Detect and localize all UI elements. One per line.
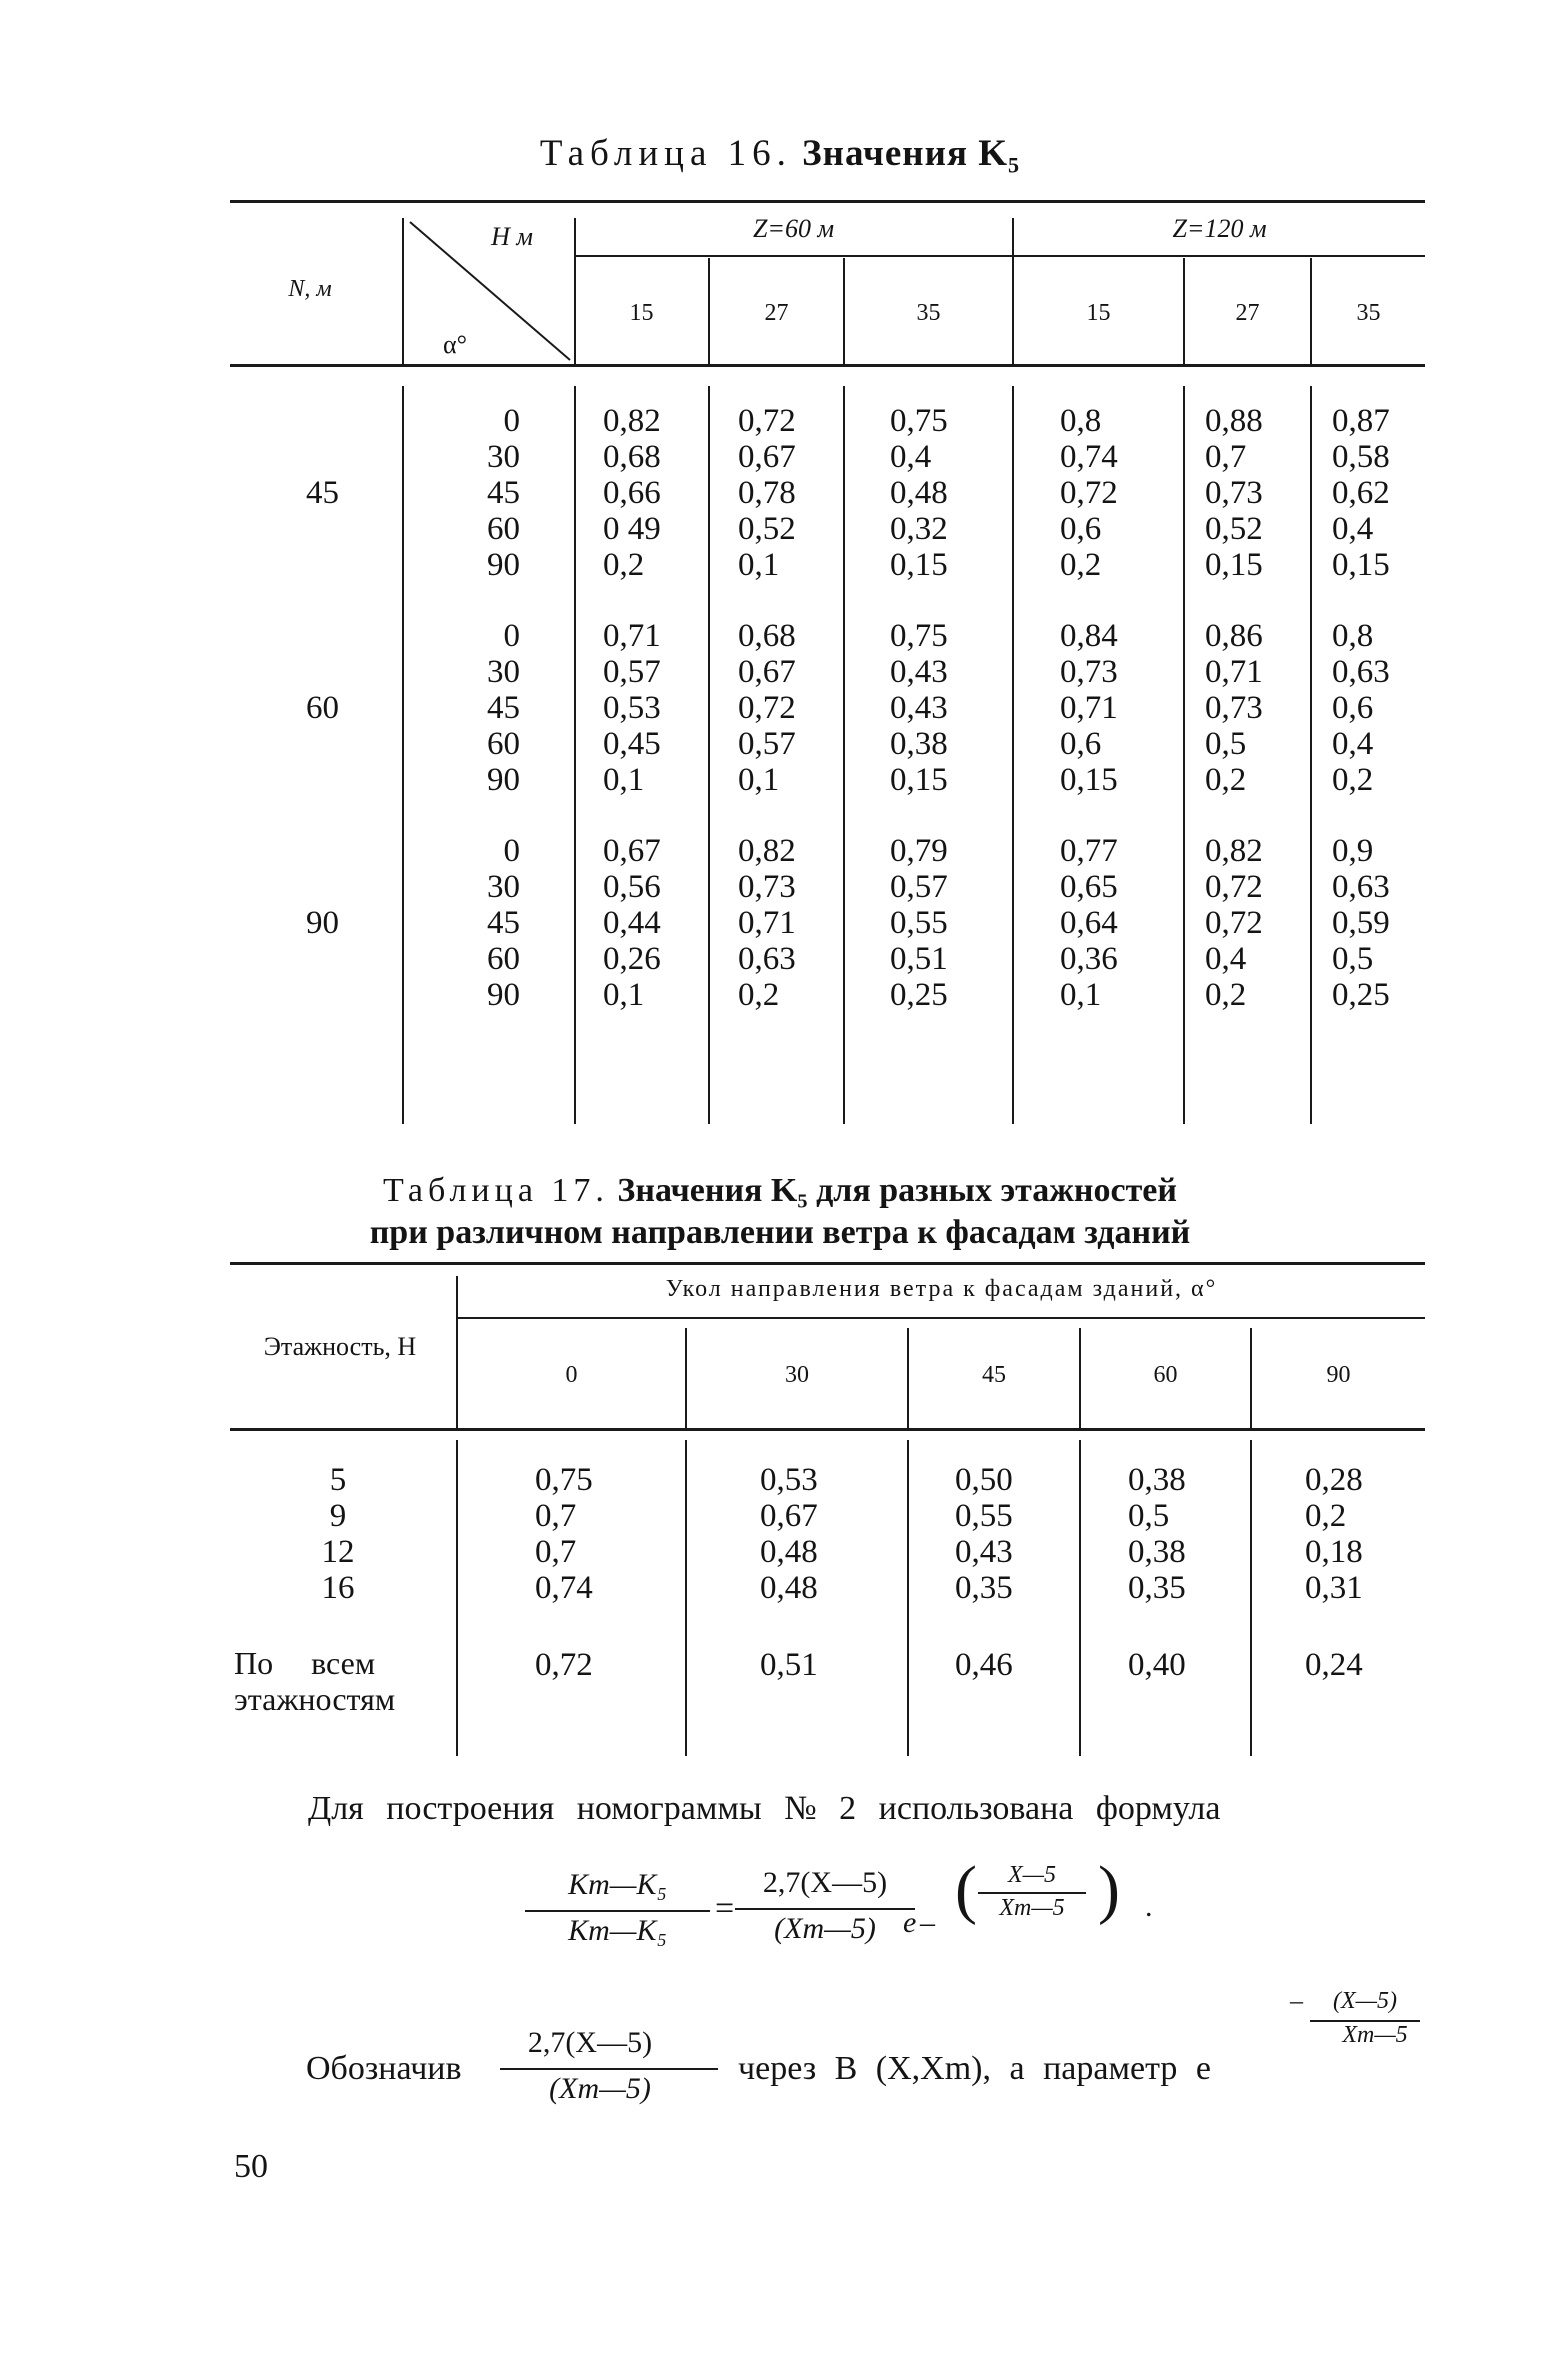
table16-top-rule [230,200,1425,203]
table16-cell: 0,74 [1060,439,1118,475]
table16-cell: 0,56 [603,869,661,905]
table17-caption-title: Значения K₅ для разных этажностей [617,1172,1177,1209]
formula-den-left: Km—K₅ [568,1914,667,1947]
table16-cell: 0 49 [603,511,661,547]
paragraph-2-mid: через B (X,Xm), а параметр e [738,2050,1211,2087]
table17-total-cell: 0,72 [535,1647,593,1683]
table16-cell: 0,2 [738,977,780,1013]
paragraph-2-start: Обозначив [306,2050,462,2087]
table17-cell: 0,55 [955,1498,1013,1534]
table16-cell: 0,15 [890,762,948,798]
table17-cell: 0,7 [535,1534,577,1570]
table17-caption-line1 [0,1170,1560,1212]
table16-alpha-value: 30 [487,439,520,475]
table16-cell: 0,8 [1060,403,1102,439]
table17-col-header: 45 [982,1362,1006,1388]
para2-exp-num: (X—5) [1333,1988,1397,2014]
table17-total-label-line2: этажностям [234,1681,396,1717]
table17-cell: 0,35 [955,1570,1013,1606]
table16-cell: 0,77 [1060,833,1118,869]
table17-col-header: 60 [1153,1362,1178,1388]
table16-cell: 0,15 [1332,547,1390,583]
table16-cell: 0,2 [1060,547,1102,583]
table17-group-rule [458,1317,1425,1319]
table16-cell: 0,1 [603,977,645,1013]
table17-row-label: Этажность, H [263,1332,417,1361]
table17-cell: 0,38 [1128,1462,1186,1498]
table17-group-header: Укол направления ветра к фасадам зданий, α° [665,1276,1218,1302]
table17-cell: 0,31 [1305,1570,1363,1606]
table16-alpha-value: 0 [503,833,520,869]
table16-cell: 0,45 [603,726,661,762]
table16-cell: 0,57 [890,869,948,905]
formula-exp-den: Xm—5 [999,1895,1065,1921]
table17-caption-prefix: Таблица 17. [383,1172,609,1209]
table16-cell: 0,66 [603,475,661,511]
table16-cell: 0,2 [603,547,645,583]
table17-row-label-value: 16 [321,1570,355,1606]
table17-row-label-value: 12 [321,1534,355,1570]
table16-group-rule [575,255,1425,257]
table16-col-header: 15 [629,300,654,326]
formula-exp-num: X—5 [1008,1862,1056,1888]
para2-exp-den: Xm—5 [1342,2022,1408,2048]
table16-cell: 0,73 [1060,654,1118,690]
table16-cell: 0,73 [1205,475,1263,511]
table17-vrule [907,1440,909,1756]
formula-den-mid: (Xm—5) [774,1912,876,1945]
table16-cell: 0,72 [1205,869,1263,905]
table16-col-header: 27 [764,300,789,326]
table17-col-header: 30 [785,1362,809,1388]
table16-cell: 0,62 [1332,475,1390,511]
table17-total-cell: 0,24 [1305,1647,1363,1683]
table17-cell: 0,5 [1128,1498,1170,1534]
formula-dot: . [1145,1890,1153,1923]
table16-cell: 0,67 [738,654,796,690]
table16-alpha-value: 45 [487,475,520,511]
table16-cell: 0,71 [1060,690,1118,726]
table16-caption-prefix: Таблица 16. [539,133,792,174]
table16-cell: 0,82 [738,833,796,869]
table17-cell: 0,2 [1305,1498,1347,1534]
table16-cell: 0,1 [603,762,645,798]
table16-n-value: 60 [306,690,339,726]
table16-cell: 0,63 [738,941,796,977]
table16-cell: 0,67 [603,833,661,869]
table16-cell: 0,75 [890,618,948,654]
table16-cell: 0,67 [738,439,796,475]
table16-cell: 0,84 [1060,618,1118,654]
table16-vrule [1310,386,1312,1124]
table16-alpha-value: 60 [487,726,520,762]
table16-vrule [843,386,845,1124]
para2-frac-line [500,2068,718,2070]
table17-total-cell: 0,51 [760,1647,818,1683]
table16-cell: 0,63 [1332,869,1390,905]
table16-cell: 0,72 [738,403,796,439]
page-number: 50 [234,2148,268,2185]
table16-col-header: 35 [916,300,941,326]
table17-top-rule [230,1262,1425,1265]
table16-cell: 0,38 [890,726,948,762]
table16-cell: 0,73 [738,869,796,905]
table16-cell: 0,2 [1205,762,1247,798]
table16-cell: 0,15 [1205,547,1263,583]
table16-alpha-label: α° [442,330,468,359]
table16-cell: 0,86 [1205,618,1263,654]
table17-cell: 0,74 [535,1570,593,1606]
table17-cell: 0,43 [955,1534,1013,1570]
table17-cell: 0,28 [1305,1462,1363,1498]
table17-cell: 0,7 [535,1498,577,1534]
table16-n-value: 45 [306,475,339,511]
table16-cell: 0,57 [603,654,661,690]
table16-cell: 0,32 [890,511,948,547]
table16-cell: 0,82 [603,403,661,439]
table16-cell: 0,8 [1332,618,1374,654]
table16-alpha-value: 45 [487,690,520,726]
table17-col-header: 90 [1326,1362,1351,1388]
table17-caption [0,1170,1560,1254]
table16-n-label: N, м [288,276,332,302]
table17-header-rule [230,1428,1425,1431]
table16-cell: 0,43 [890,690,948,726]
table16-n-value: 90 [306,905,339,941]
table16-cell: 0,59 [1332,905,1390,941]
table16-cell: 0,71 [738,905,796,941]
table16-alpha-value: 90 [487,762,520,798]
table16-cell: 0,87 [1332,403,1390,439]
table16-cell: 0,25 [890,977,948,1013]
table16-cell: 0,5 [1205,726,1247,762]
table16-alpha-value: 0 [503,618,520,654]
table16-cell: 0,78 [738,475,796,511]
para2-den: (Xm—5) [549,2072,651,2105]
table16-alpha-value: 30 [487,869,520,905]
table16-cell: 0,1 [1060,977,1102,1013]
table16-cell: 0,4 [1332,726,1374,762]
formula-equals: = [715,1890,735,1927]
table16-vrule [574,386,576,1124]
table17-cell: 0,67 [760,1498,818,1534]
table16-cell: 0,52 [1205,511,1263,547]
table16-col-header: 27 [1235,300,1260,326]
table16-cell: 0,43 [890,654,948,690]
table16-cell: 0,4 [890,439,932,475]
table17-cell: 0,53 [760,1462,818,1498]
formula-num-left: Kт—K₅ [568,1868,667,1901]
table16-vrule [1012,386,1014,1124]
table16-cell: 0,73 [1205,690,1263,726]
table16-cell: 0,15 [890,547,948,583]
table16-cell: 0,1 [738,547,780,583]
table16-header-rule [230,364,1425,367]
table16-cell: 0,44 [603,905,661,941]
table16-cell: 0,53 [603,690,661,726]
table16-cell: 0,36 [1060,941,1118,977]
formula-minus: – [920,1906,935,1939]
table17-vrule [456,1440,458,1756]
formula-frac-line [978,1892,1086,1894]
table16-cell: 0,64 [1060,905,1118,941]
table16-cell: 0,75 [890,403,948,439]
table17-row-label-value: 5 [329,1462,347,1498]
table16-vrule [708,386,710,1124]
table16-group-z120: Z=120 м [1172,214,1267,243]
table16-cell: 0,4 [1205,941,1247,977]
formula-num-mid: 2,7(X—5) [762,1866,888,1899]
table16-cell: 0,55 [890,905,948,941]
table16-cell: 0,68 [603,439,661,475]
table16-alpha-value: 90 [487,547,520,583]
table16-cell: 0,6 [1332,690,1374,726]
table16-alpha-value: 90 [487,977,520,1013]
table16-cell: 0,71 [603,618,661,654]
table16-caption-title: Значения K₅ [802,133,1021,174]
table16-cell: 0,72 [738,690,796,726]
table16-cell: 0,72 [1205,905,1263,941]
table17-vrule [1250,1440,1252,1756]
table16-cell: 0,63 [1332,654,1390,690]
table16-h-label: H м [491,222,533,251]
table16-cell: 0,7 [1205,439,1247,475]
table16-cell: 0,15 [1060,762,1118,798]
table16-cell: 0,58 [1332,439,1390,475]
table16-cell: 0,68 [738,618,796,654]
table16-cell: 0,48 [890,475,948,511]
table16-cell: 0,71 [1205,654,1263,690]
table16-col-header: 35 [1356,300,1381,326]
table16-alpha-value: 45 [487,905,520,941]
table16-cell: 0,51 [890,941,948,977]
table16-cell: 0,72 [1060,475,1118,511]
table16-cell: 0,26 [603,941,661,977]
table17-col-header: 0 [565,1362,578,1388]
table17-caption-line2: при различном направлении ветра к фасадам зданий [369,1214,1191,1251]
formula-frac-line [525,1910,710,1912]
table16-vrule [402,386,404,1124]
table17-vrule [1079,1440,1081,1756]
table16-cell: 0,6 [1060,511,1102,547]
table16-cell: 0,82 [1205,833,1263,869]
table16-alpha-value: 30 [487,654,520,690]
table17-vrule [685,1440,687,1756]
table16-cell: 0,25 [1332,977,1390,1013]
table16-cell: 0,79 [890,833,948,869]
table16-cell: 0,2 [1205,977,1247,1013]
table16-cell: 0,4 [1332,511,1374,547]
table16-cell: 0,2 [1332,762,1374,798]
formula-paren-right: ) [1098,1853,1120,1926]
table16-cell: 0,52 [738,511,796,547]
table17-cell: 0,48 [760,1534,818,1570]
table16-caption [0,132,1560,175]
table16-cell: 0,88 [1205,403,1263,439]
formula-e: e [903,1906,917,1939]
table16-cell: 0,9 [1332,833,1374,869]
table17-cell: 0,35 [1128,1570,1186,1606]
table17-cell: 0,48 [760,1570,818,1606]
table17-total-cell: 0,40 [1128,1647,1186,1683]
table16-cell: 0,1 [738,762,780,798]
table17-cell: 0,18 [1305,1534,1363,1570]
table16-col-header: 15 [1086,300,1111,326]
table17-total-cell: 0,46 [955,1647,1013,1683]
table17-cell: 0,50 [955,1462,1013,1498]
table17-total-label [234,1645,395,1717]
table16-cell: 0,65 [1060,869,1118,905]
para2-exp-minus: – [1290,1986,1303,2015]
table16-alpha-value: 60 [487,941,520,977]
table17-cell: 0,75 [535,1462,593,1498]
table16-alpha-value: 0 [503,403,520,439]
paragraph-1: Для построения номограммы № 2 использована формула [308,1790,1221,1827]
table16-vrule [1183,386,1185,1124]
table16-alpha-value: 60 [487,511,520,547]
para2-num: 2,7(X—5) [527,2026,653,2059]
table16-group-z60: Z=60 м [752,214,835,243]
table16-cell: 0,6 [1060,726,1102,762]
formula-paren-left: ( [955,1853,977,1926]
table17-cell: 0,38 [1128,1534,1186,1570]
table17-total-label-line1: По всем [234,1645,376,1681]
formula-frac-line [735,1908,915,1910]
table16-cell: 0,5 [1332,941,1374,977]
table16-cell: 0,57 [738,726,796,762]
table17-row-label-value: 9 [329,1498,347,1534]
